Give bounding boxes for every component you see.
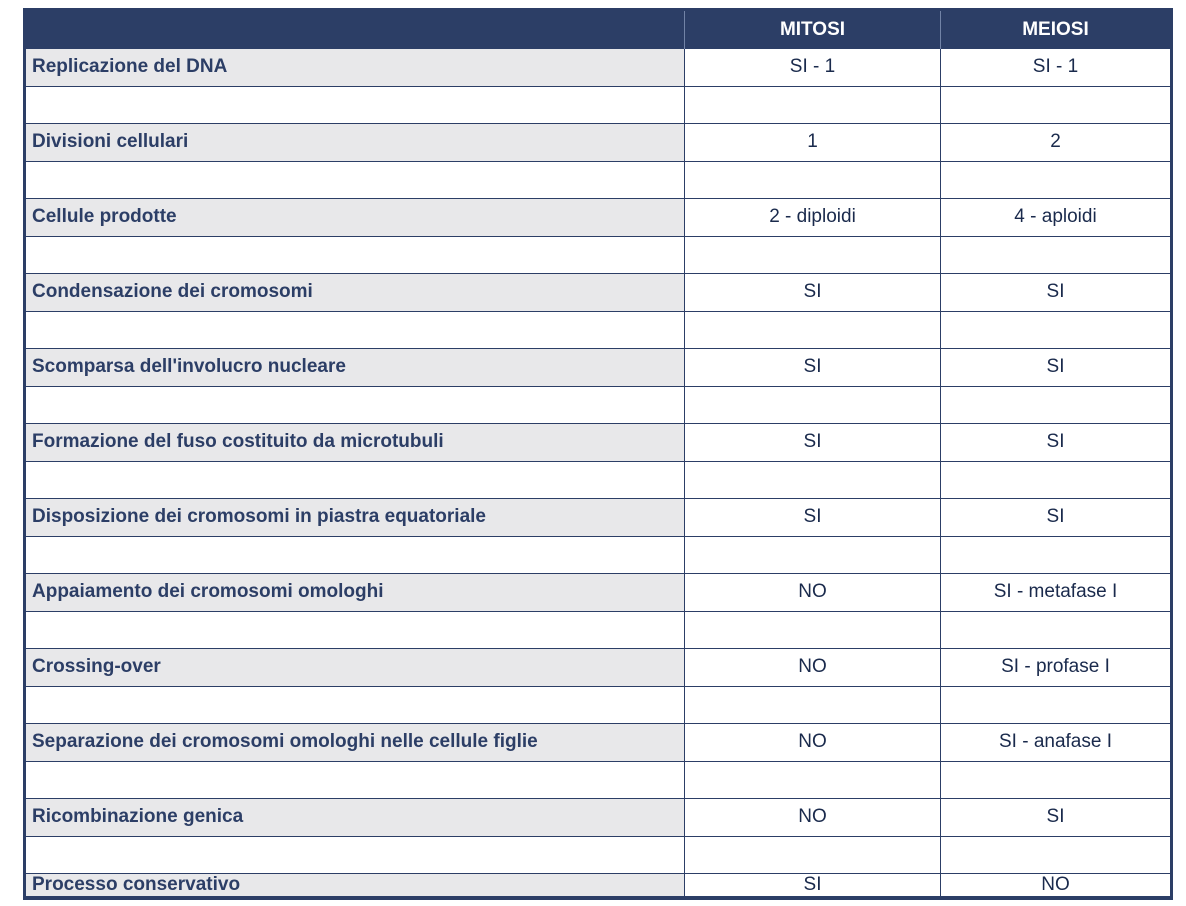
row-label: Ricombinazione genica bbox=[26, 799, 684, 837]
spacer-row bbox=[26, 387, 684, 425]
spacer-row bbox=[26, 762, 684, 800]
spacer-cell bbox=[684, 237, 940, 275]
row-label: Separazione dei cromosomi omologhi nelle cellule figlie bbox=[26, 724, 684, 762]
cell-mitosi: 1 bbox=[684, 124, 940, 162]
spacer-cell bbox=[684, 462, 940, 500]
spacer-row bbox=[26, 237, 684, 275]
cell-meiosi: SI - anafase I bbox=[940, 724, 1170, 762]
cell-meiosi: SI bbox=[940, 499, 1170, 537]
cell-mitosi: SI bbox=[684, 349, 940, 387]
spacer-row bbox=[26, 537, 684, 575]
row-label: Crossing-over bbox=[26, 649, 684, 687]
cell-mitosi: 2 - diploidi bbox=[684, 199, 940, 237]
cell-meiosi: SI bbox=[940, 274, 1170, 312]
spacer-row bbox=[26, 612, 684, 650]
spacer-row bbox=[26, 837, 684, 875]
spacer-cell bbox=[684, 537, 940, 575]
header-mitosi: MITOSI bbox=[684, 11, 940, 49]
spacer-row bbox=[26, 162, 684, 200]
row-label: Appaiamento dei cromosomi omologhi bbox=[26, 574, 684, 612]
spacer-cell bbox=[940, 462, 1170, 500]
cell-meiosi: SI - 1 bbox=[940, 49, 1170, 87]
cell-meiosi: 4 - aploidi bbox=[940, 199, 1170, 237]
cell-mitosi: NO bbox=[684, 724, 940, 762]
row-label: Replicazione del DNA bbox=[26, 49, 684, 87]
cell-mitosi: NO bbox=[684, 799, 940, 837]
cell-meiosi: SI - metafase I bbox=[940, 574, 1170, 612]
spacer-cell bbox=[684, 837, 940, 875]
row-label: Processo conservativo bbox=[26, 874, 684, 897]
spacer-cell bbox=[940, 387, 1170, 425]
spacer-cell bbox=[684, 162, 940, 200]
spacer-row bbox=[26, 462, 684, 500]
cell-mitosi: SI bbox=[684, 274, 940, 312]
cell-mitosi: SI bbox=[684, 424, 940, 462]
header-meiosi: MEIOSI bbox=[940, 11, 1170, 49]
spacer-cell bbox=[940, 612, 1170, 650]
row-label: Cellule prodotte bbox=[26, 199, 684, 237]
cell-mitosi: NO bbox=[684, 649, 940, 687]
header-blank-cell bbox=[26, 11, 684, 49]
spacer-cell bbox=[940, 687, 1170, 725]
spacer-cell bbox=[684, 312, 940, 350]
spacer-row bbox=[26, 687, 684, 725]
spacer-cell bbox=[940, 837, 1170, 875]
cell-meiosi: SI - profase I bbox=[940, 649, 1170, 687]
spacer-cell bbox=[940, 237, 1170, 275]
spacer-cell bbox=[940, 537, 1170, 575]
spacer-cell bbox=[684, 762, 940, 800]
spacer-cell bbox=[684, 87, 940, 125]
spacer-cell bbox=[684, 612, 940, 650]
row-label: Condensazione dei cromosomi bbox=[26, 274, 684, 312]
cell-mitosi: SI - 1 bbox=[684, 49, 940, 87]
row-label: Divisioni cellulari bbox=[26, 124, 684, 162]
cell-meiosi: NO bbox=[940, 874, 1170, 897]
comparison-table bbox=[23, 8, 1173, 900]
spacer-cell bbox=[940, 162, 1170, 200]
row-label: Disposizione dei cromosomi in piastra equatoriale bbox=[26, 499, 684, 537]
cell-mitosi: NO bbox=[684, 574, 940, 612]
spacer-cell bbox=[684, 387, 940, 425]
spacer-cell bbox=[940, 762, 1170, 800]
cell-meiosi: SI bbox=[940, 424, 1170, 462]
cell-meiosi: 2 bbox=[940, 124, 1170, 162]
cell-mitosi: SI bbox=[684, 499, 940, 537]
cell-mitosi: SI bbox=[684, 874, 940, 897]
spacer-cell bbox=[940, 87, 1170, 125]
cell-meiosi: SI bbox=[940, 799, 1170, 837]
spacer-cell bbox=[940, 312, 1170, 350]
spacer-row bbox=[26, 87, 684, 125]
spacer-cell bbox=[684, 687, 940, 725]
row-label: Scomparsa dell'involucro nucleare bbox=[26, 349, 684, 387]
row-label: Formazione del fuso costituito da microtubuli bbox=[26, 424, 684, 462]
cell-meiosi: SI bbox=[940, 349, 1170, 387]
spacer-row bbox=[26, 312, 684, 350]
